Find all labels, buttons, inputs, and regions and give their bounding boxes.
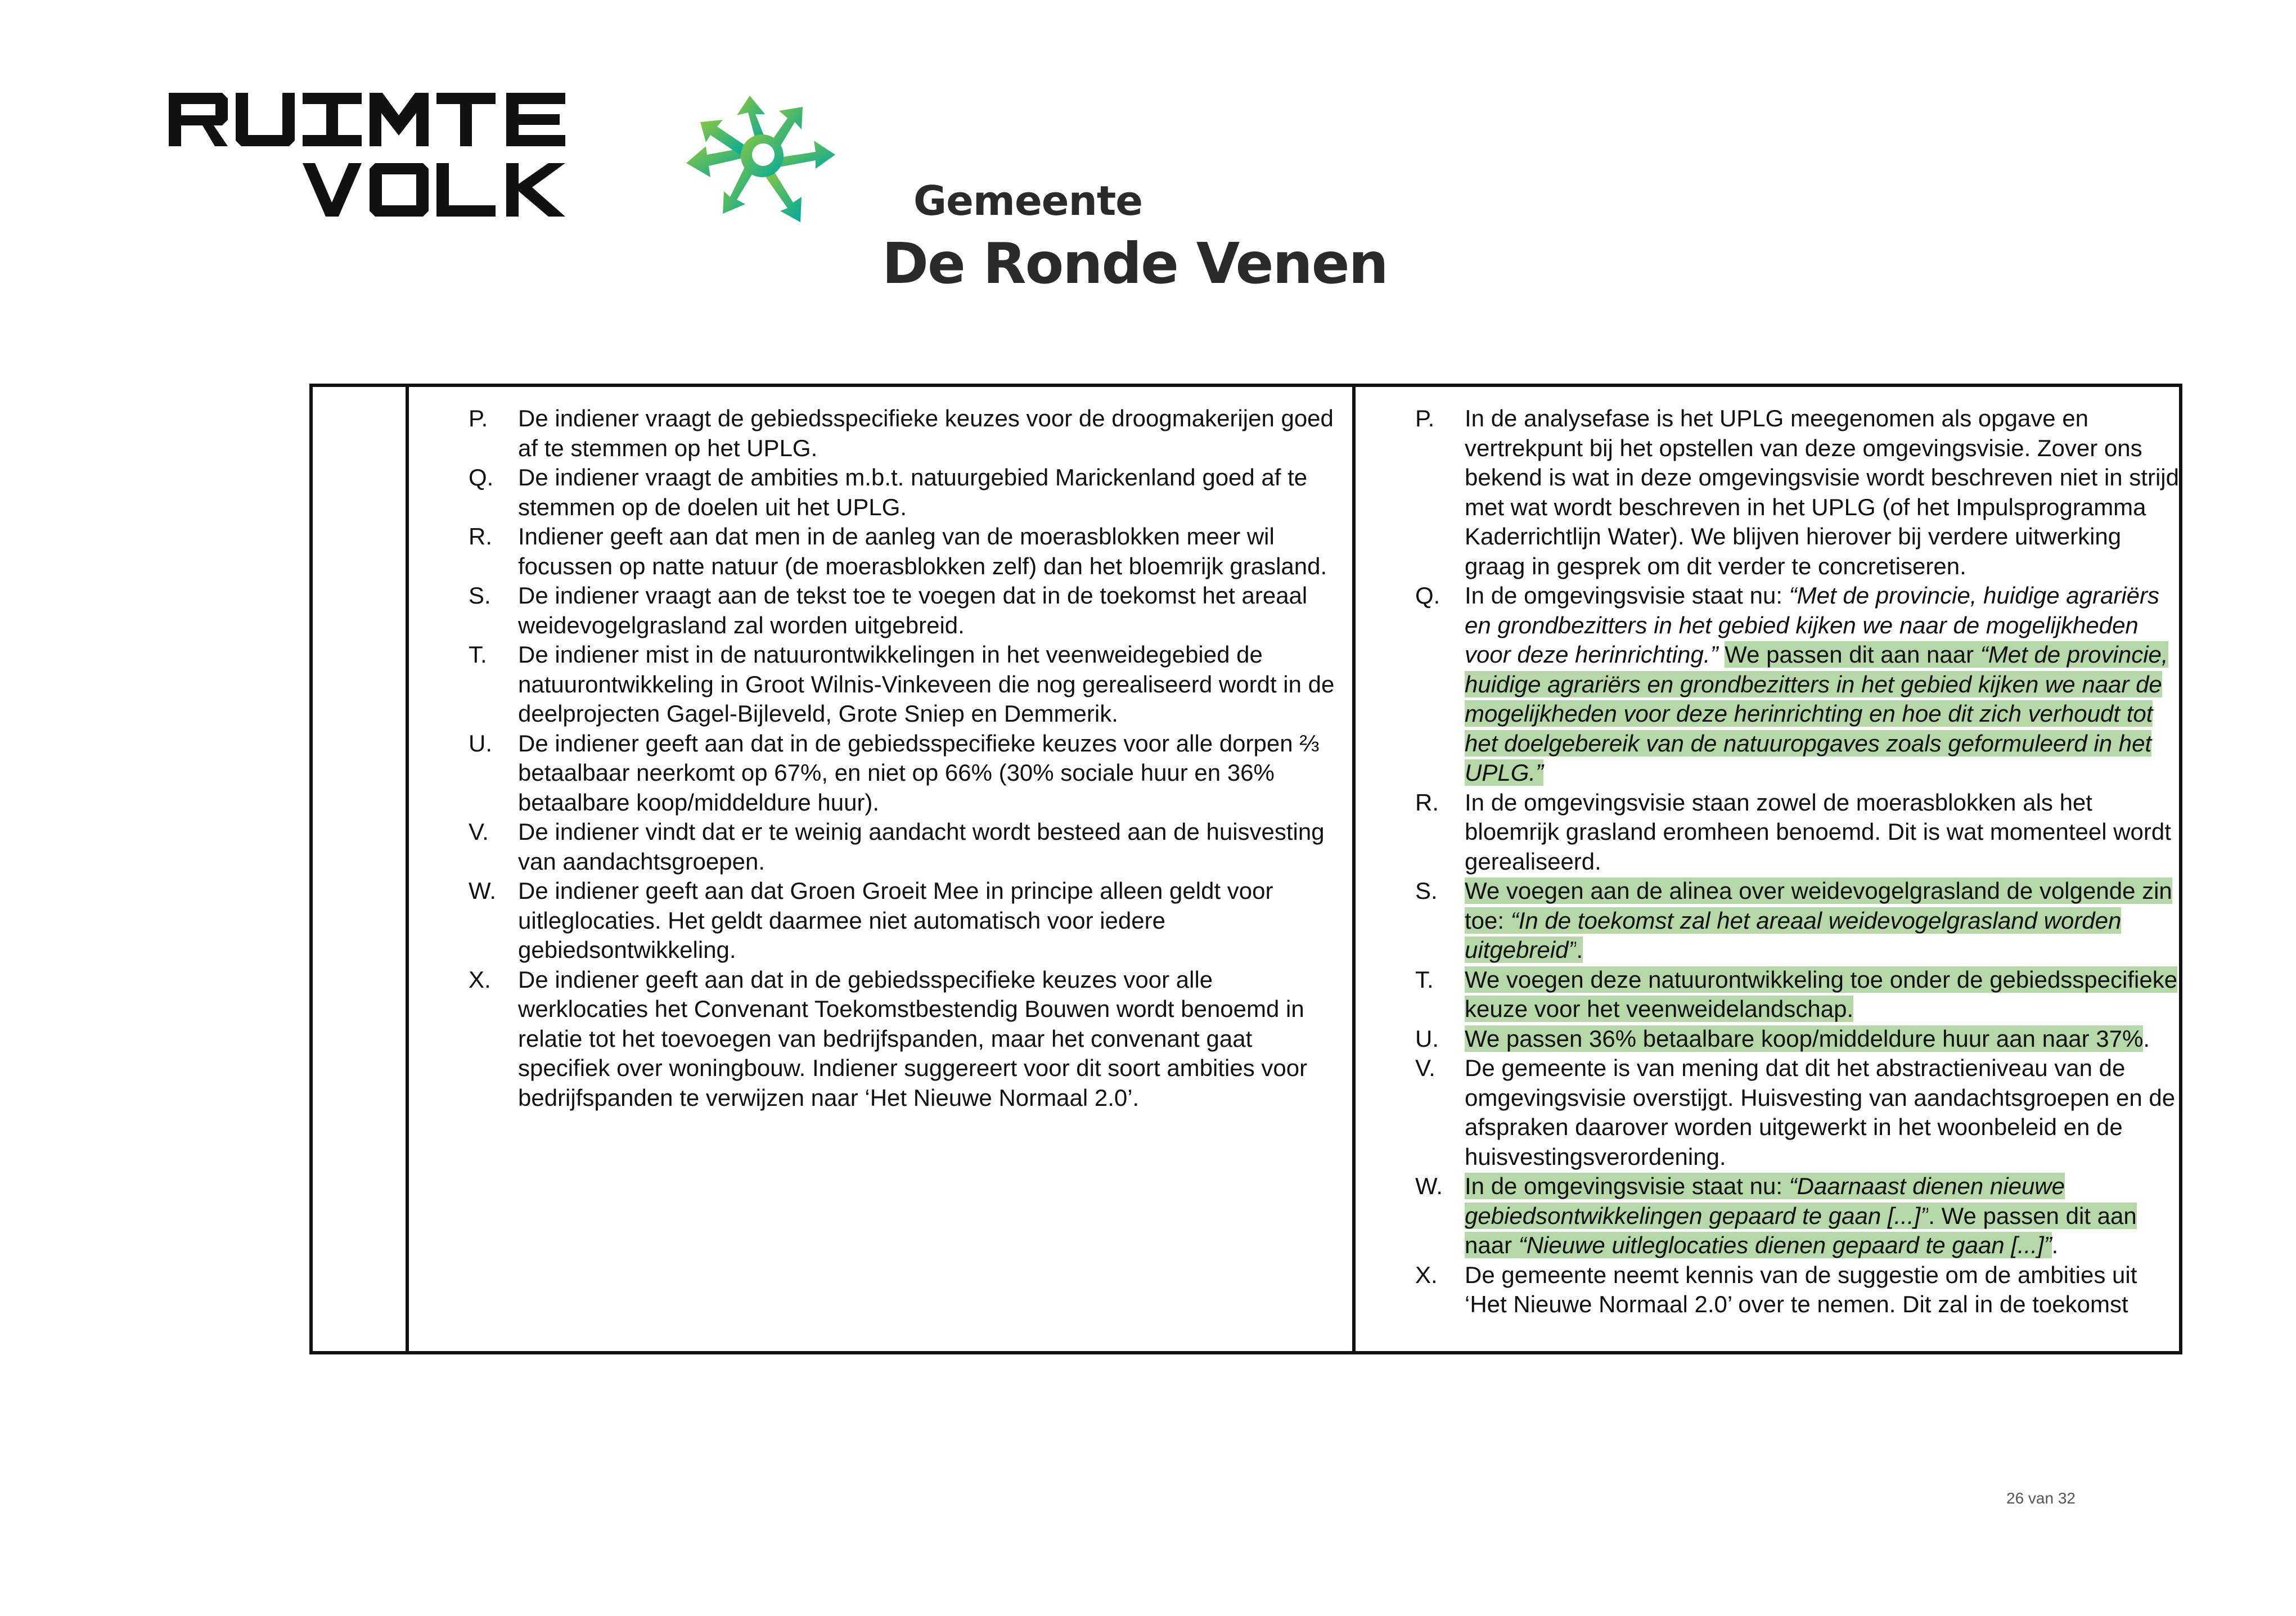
text-segment: In de omgevingsvisie staan zowel de moerasblokken als het bloemrijk grasland eromheen benoemd. Dit is wat momenteel wordt gerealiseerd.: [1465, 789, 2171, 875]
text-segment: Indiener geeft aan dat men in de aanleg van de moerasblokken meer wil focussen op natte natuur (de moerasblokken zelf) dan het bloemrijk grasland.: [518, 523, 1327, 579]
text-segment: [1718, 641, 1725, 668]
text-segment: De gemeente neemt kennis van de suggestie om de ambities uit ‘Het Nieuwe Normaal 2.0’ over te nemen. Dit zal in de toekomst: [1465, 1261, 2137, 1317]
item-text: [1465, 788, 2180, 877]
text-segment: “Daarnaast dienen nieuwe gebiedsontwikkelingen gepaard te gaan [...]”: [1465, 1173, 2065, 1229]
item-text: [518, 729, 1346, 818]
item-text: [1465, 1024, 2180, 1054]
item-letter: W.: [469, 877, 496, 904]
text-segment: We passen dit aan naar: [1725, 641, 1980, 668]
item-text: [1465, 1172, 2180, 1261]
text-segment: . We passen dit aan naar: [1465, 1202, 2137, 1258]
text-segment: De indiener geeft aan dat in de gebiedsspecifieke keuzes voor alle dorpen ⅔ betaalbaar neerkomt op 67%, en niet op 66% (30% sociale huur en 36% betaalbare koop/middeldure huur).: [518, 730, 1320, 816]
item-letter: U.: [1415, 1025, 1439, 1052]
item-letter: V.: [469, 818, 489, 845]
text-segment: We voegen deze natuurontwikkeling toe onder de gebiedsspecifieke keuze voor het veenweidelandschap.: [1465, 966, 2178, 1022]
response-item: [1415, 1172, 2180, 1261]
item-text: [518, 640, 1346, 729]
item-text: [518, 581, 1346, 640]
item-text: [518, 522, 1346, 581]
response-item: [1415, 965, 2180, 1024]
submission-item: [469, 817, 1346, 876]
text-segment: “Nieuwe uitleglocaties dienen gepaard te gaan [...]”: [1518, 1232, 2052, 1258]
submission-item: [469, 522, 1346, 581]
submission-item: [469, 640, 1346, 729]
submission-item: [469, 965, 1346, 1113]
item-text: [1465, 1261, 2180, 1320]
item-letter: P.: [1415, 405, 1435, 431]
item-text: [518, 463, 1346, 522]
item-text: [518, 817, 1346, 876]
text-segment: De indiener vindt dat er te weinig aandacht wordt besteed aan de huisvesting van aandachtsgroepen.: [518, 818, 1325, 875]
submission-item: [469, 876, 1346, 965]
text-segment: In de analysefase is het UPLG meegenomen als opgave en vertrekpunt bij het opstellen van deze omgevingsvisie. Zover ons bekend is wat in deze omgevingsvisie wordt beschreven niet in strijd met wat wordt beschreven in het UPLG (of het Impulsprogramma Kaderrichtlijn Water). We blijven hierover bij verdere uitwerking graag in gesprek om dit verder te concretiseren.: [1465, 405, 2179, 579]
item-text: [1465, 404, 2180, 581]
text-segment: De indiener vraagt aan de tekst toe te voegen dat in de toekomst het areaal weidevogelgrasland zal worden uitgebreid.: [518, 582, 1308, 638]
response-item: [1415, 1261, 2180, 1320]
text-segment: De indiener vraagt de ambities m.b.t. natuurgebied Marickenland goed af te stemmen op de doelen uit het UPLG.: [518, 464, 1308, 520]
municipality-name: De Ronde Venen: [882, 231, 1388, 296]
item-letter: Q.: [469, 464, 494, 490]
text-segment: We passen 36% betaalbare koop/middeldure huur aan naar 37%: [1465, 1025, 2144, 1052]
text-segment: De gemeente is van mening dat dit het abstractieniveau van de omgevingsvisie overstijgt. Huisvesting van aandachtsgroepen en de afspraken daarover worden uitgewerkt in het woonbeleid en de huisvestingsverordening.: [1465, 1055, 2176, 1170]
item-letter: Q.: [1415, 582, 1440, 609]
item-letter: V.: [1415, 1055, 1435, 1081]
submission-item: [469, 463, 1346, 522]
submission-column: [469, 404, 1346, 1113]
item-letter: X.: [1415, 1261, 1438, 1288]
text-segment: “Met de provincie, huidige agrariërs en grondbezitters in het gebied kijken we naar de mogelijkheden voor deze herinrichting.”: [1465, 582, 2159, 668]
response-item: [1415, 404, 2180, 581]
municipality-label-small: Gemeente: [913, 177, 1143, 224]
item-letter: W.: [1415, 1173, 1443, 1199]
response-column: [1415, 404, 2180, 1320]
item-text: [1465, 876, 2180, 965]
item-text: [518, 965, 1346, 1113]
response-item: [1415, 1024, 2180, 1054]
item-letter: S.: [469, 582, 491, 609]
ruimtevolk-logo-wordmark: [169, 93, 565, 222]
text-segment: In de omgevingsvisie staat nu:: [1465, 1173, 1789, 1199]
text-segment: “In de toekomst zal het areaal weidevogelgrasland worden uitgebreid”: [1465, 907, 2122, 963]
response-item: [1415, 1054, 2180, 1172]
text-segment: “Met de provincie, huidige agrariërs en grondbezitters in het gebied kijken we naar de mogelijkheden voor deze herinrichting en hoe dit zich verhoudt tot het doelgebereik van de natuuropgaves zoals geformuleerd in het UPLG.”: [1465, 641, 2168, 786]
text-segment: De indiener geeft aan dat Groen Groeit Mee in principe alleen geldt voor uitleglocaties. Het geldt daarmee niet automatisch voor iedere gebiedsontwikkeling.: [518, 877, 1273, 963]
item-letter: S.: [1415, 877, 1438, 904]
text-segment: De indiener vraagt de gebiedsspecifieke keuzes voor de droogmakerijen goed af te stemmen op het UPLG.: [518, 405, 1334, 461]
response-table: [309, 384, 2182, 1354]
response-item: [1415, 581, 2180, 788]
text-segment: .: [1576, 937, 1583, 963]
item-letter: T.: [1415, 966, 1434, 993]
submission-item: [469, 581, 1346, 640]
text-segment: We voegen aan de alinea over weidevogelgrasland de volgende zin toe:: [1465, 877, 2172, 934]
table-divider: [406, 387, 409, 1351]
item-text: [1465, 581, 2180, 788]
text-segment: In de omgevingsvisie staat nu:: [1465, 582, 1789, 609]
municipality-emblem-graphic: [652, 96, 889, 264]
submission-item: [469, 404, 1346, 463]
ruimtevolk-logo: [169, 93, 565, 222]
item-text: [518, 404, 1346, 463]
text-segment: De indiener geeft aan dat in de gebiedsspecifieke keuzes voor alle werklocaties het Convenant Toekomstbestendig Bouwen wordt benoemd in relatie tot het toevoegen van bedrijfspanden, maar het convenant gaat specifiek over woningbouw. Indiener suggereert voor dit soort ambities voor bedrijfspanden te verwijzen naar ‘Het Nieuwe Normaal 2.0’.: [518, 966, 1308, 1111]
item-text: [518, 876, 1346, 965]
table-divider: [1352, 387, 1356, 1351]
response-item: [1415, 788, 2180, 877]
item-text: [1465, 965, 2180, 1024]
page-number: 26 van 32: [2006, 1489, 2076, 1507]
item-letter: R.: [469, 523, 492, 550]
item-letter: R.: [1415, 789, 1439, 816]
item-letter: P.: [469, 405, 488, 431]
submission-item: [469, 729, 1346, 818]
municipality-emblem: [652, 96, 889, 264]
response-item: [1415, 876, 2180, 965]
text-segment: De indiener mist in de natuurontwikkelingen in het veenweidegebied de natuurontwikkeling in Groot Wilnis-Vinkeveen die nog gerealiseerd wordt in de deelprojecten Gagel-Bijleveld, Grote Sniep en Demmerik.: [518, 641, 1335, 727]
item-letter: U.: [469, 730, 492, 757]
text-segment: .: [2051, 1232, 2059, 1258]
item-letter: X.: [469, 966, 491, 993]
item-letter: T.: [469, 641, 487, 668]
text-segment: .: [2143, 1025, 2150, 1052]
item-text: [1465, 1054, 2180, 1172]
